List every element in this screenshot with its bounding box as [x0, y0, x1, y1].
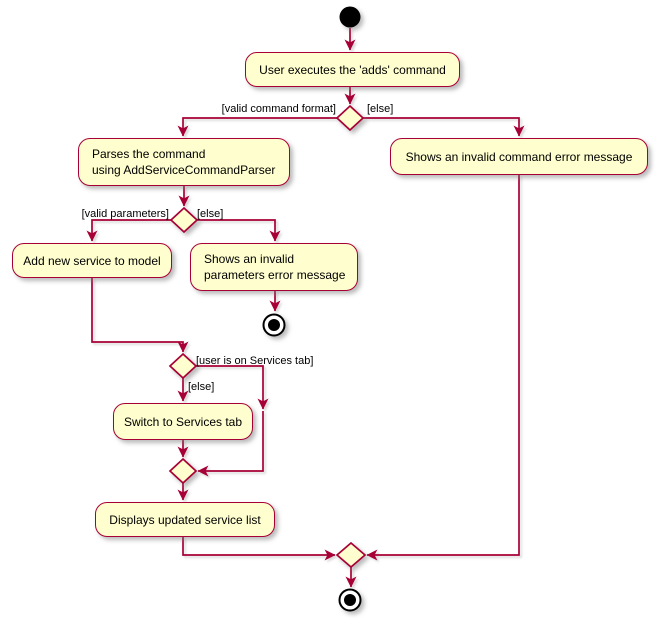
guard-valid-parameters: [valid parameters]: [81, 208, 169, 220]
start-node: [340, 7, 361, 28]
decision-services-tab: [170, 354, 196, 378]
edge-decision2-to-add-service: [92, 220, 171, 241]
guard-user-on-services-tab: [user is on Services tab]: [196, 355, 314, 367]
activity-parse-command: [78, 138, 290, 186]
activity-add-service: [12, 243, 172, 278]
edge-decision1-to-parse: [183, 118, 337, 136]
edge-decision1-to-invalid-command: [363, 118, 519, 136]
guard-else-services: [else]: [188, 381, 215, 393]
merge-after-switch-tab: [170, 459, 196, 483]
activity-parse-command-line2: using AddServiceCommandParser: [92, 163, 276, 177]
activity-switch-tab: [113, 403, 253, 440]
end-node-final-inner: [344, 594, 356, 606]
edge-add-service-to-decision3: [92, 278, 183, 352]
edge-decision2-to-invalid-params: [197, 220, 275, 241]
activity-display-list: [95, 502, 275, 537]
edge-invalid-command-to-final-merge: [367, 175, 519, 555]
merge-final: [337, 543, 365, 567]
activity-invalid-command-message: [390, 138, 648, 175]
end-node-invalid-params-inner: [268, 319, 280, 331]
activity-invalid-parameters-line2: parameters error message: [204, 268, 346, 282]
decision-command-format: [337, 106, 363, 130]
activity-display-list-label: Displays updated service list: [109, 512, 261, 527]
activity-parse-command-line1: Parses the command: [92, 147, 206, 161]
activity-invalid-parameters-line1: Shows an invalid: [204, 252, 295, 266]
activity-invalid-command-message-label: Shows an invalid command error message: [405, 149, 633, 164]
guard-valid-command-format: [valid command format]: [221, 103, 336, 115]
guard-else-parameters: [else]: [197, 208, 224, 220]
activity-invalid-parameters-message: [190, 243, 358, 291]
edge-display-list-to-final-merge: [183, 537, 335, 555]
activity-execute-command: [245, 52, 460, 87]
activity-execute-command-label: User executes the 'adds' command: [259, 62, 446, 77]
decision-parameters: [171, 208, 197, 232]
guard-else-command: [else]: [367, 103, 394, 115]
activity-switch-tab-label: Switch to Services tab: [123, 414, 243, 429]
activity-add-service-label: Add new service to model: [23, 253, 161, 268]
